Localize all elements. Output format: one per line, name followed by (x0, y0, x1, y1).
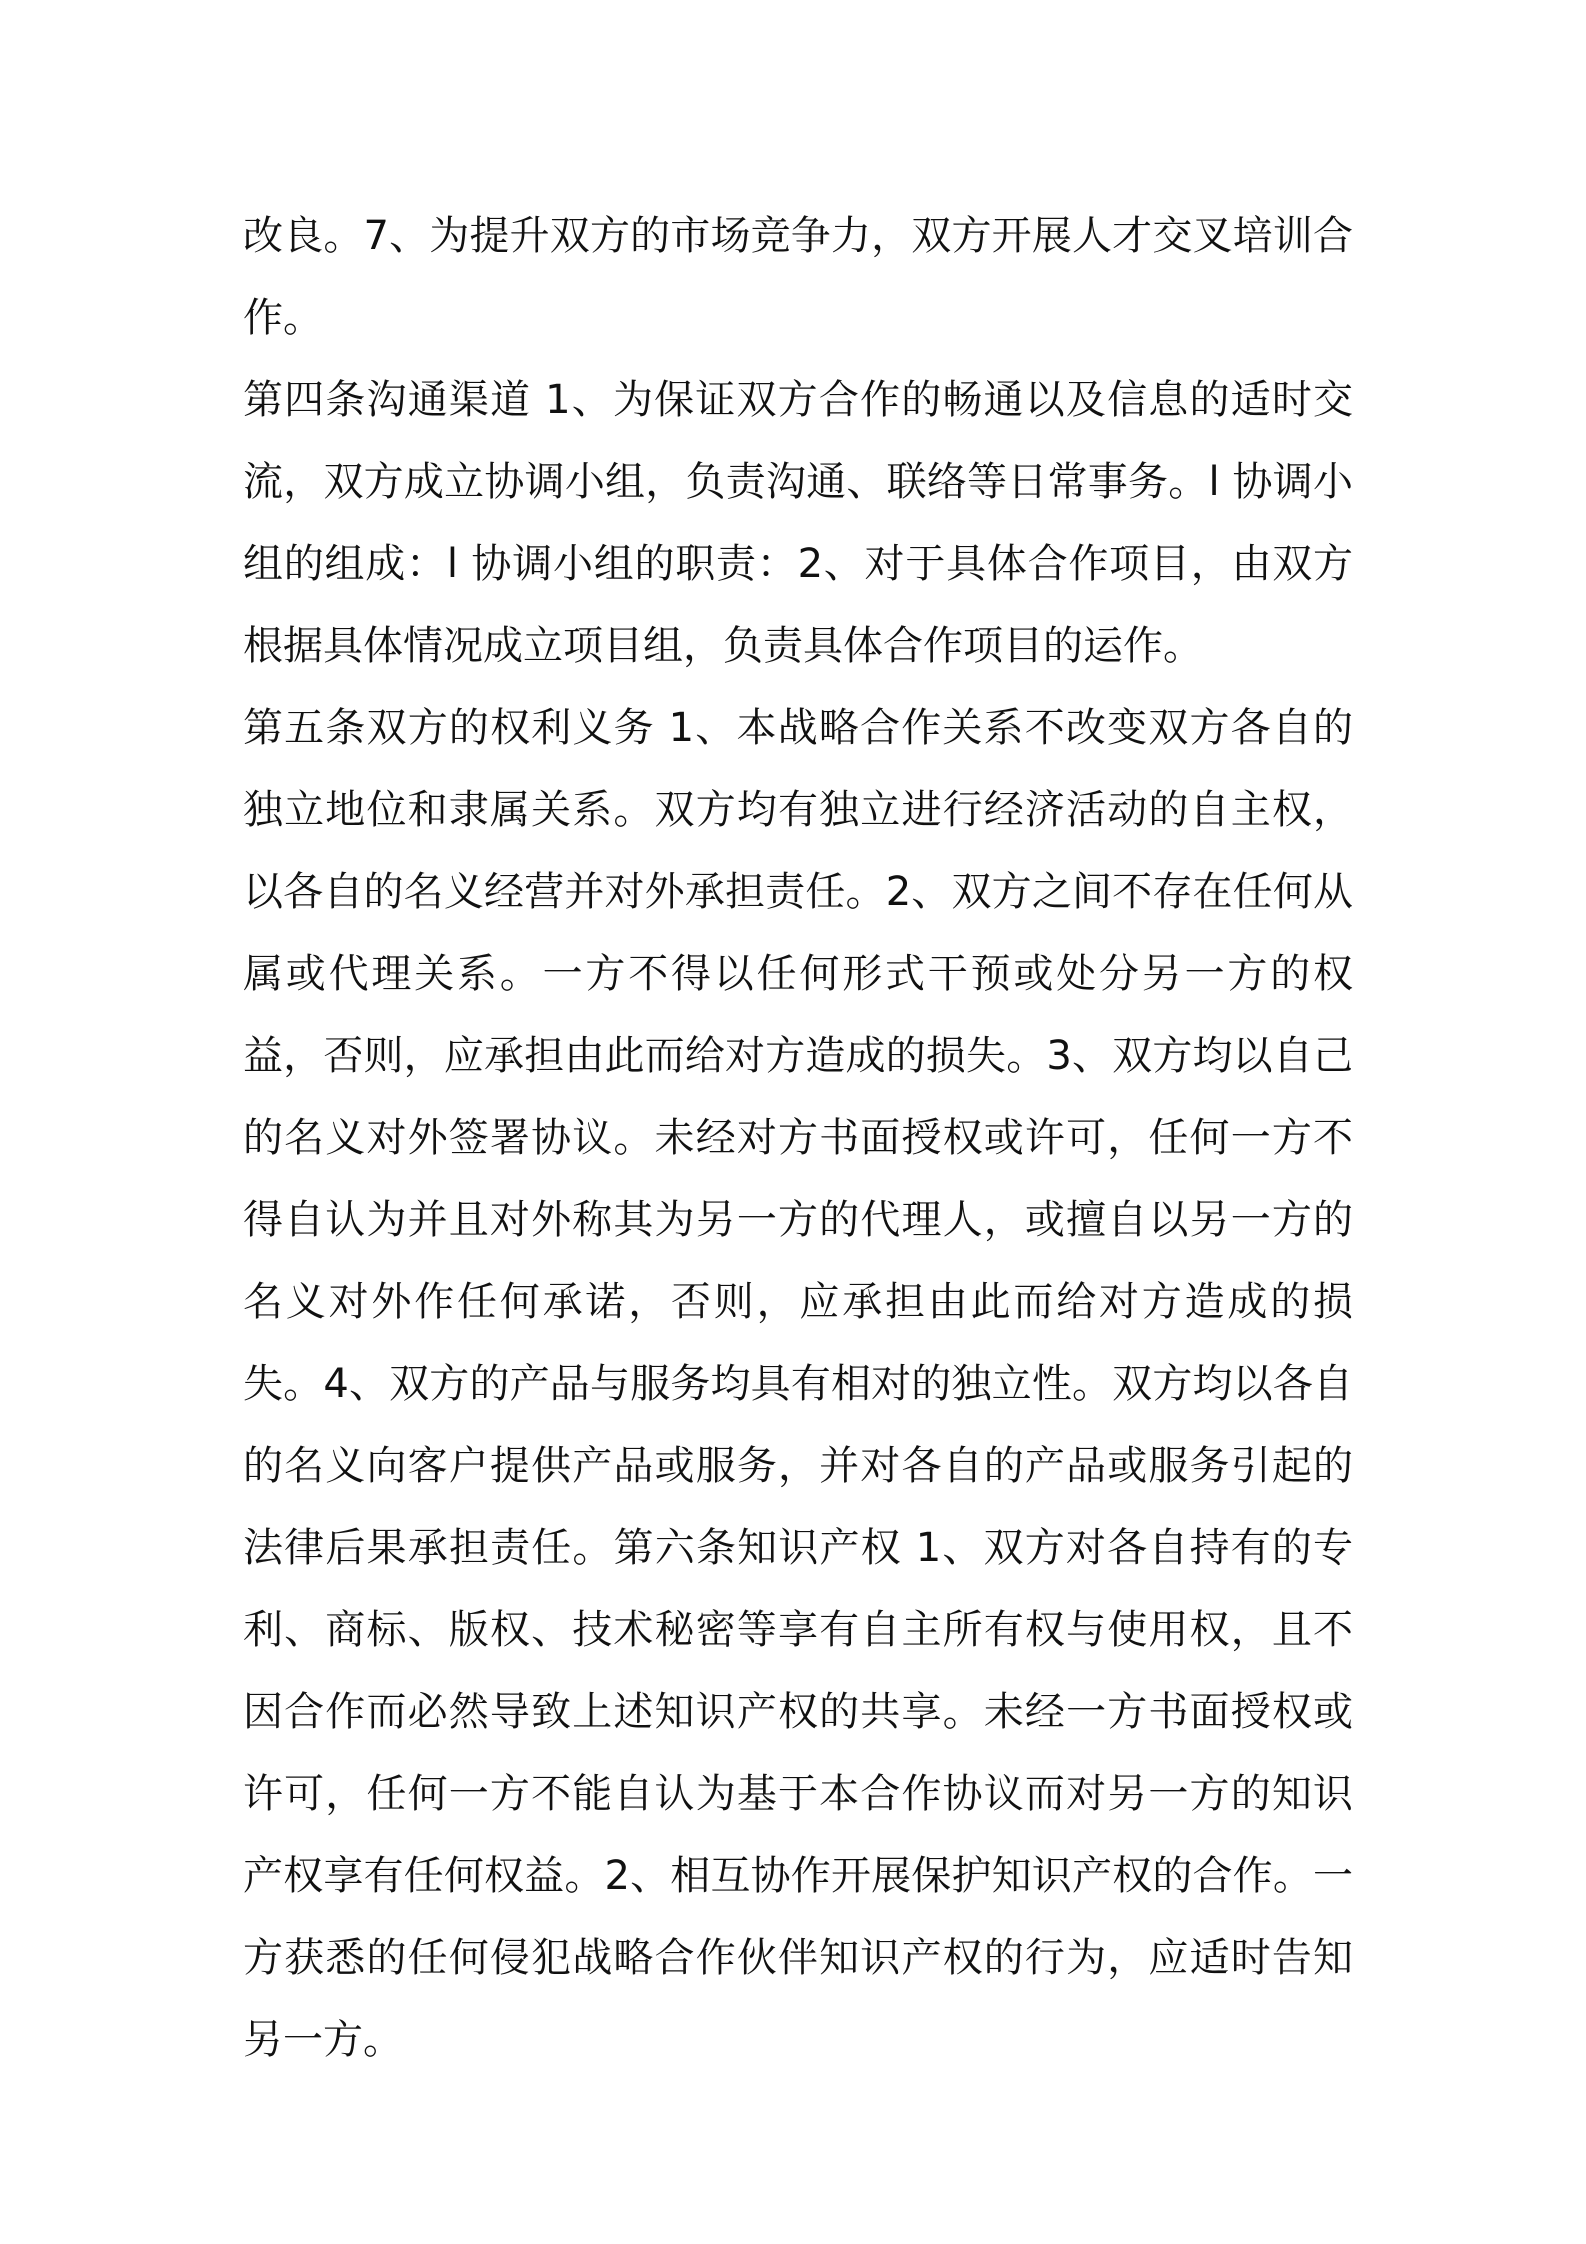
paragraph-article-4-communication: 第四条沟通渠道 1、为保证双方合作的畅通以及信息的适时交流，双方成立协调小组，负责沟通、联络等日常事务。l 协调小组的组成：l 协调小组的职责：2、对于具体合作项目，由双方根据具体情况成立项目组，负责具体合作项目的运作。 (243, 377, 1353, 669)
document-body (243, 195, 1353, 2081)
paragraph-article-5-rights-obligations: 第五条双方的权利义务 1、本战略合作关系不改变双方各自的独立地位和隶属关系。双方均有独立进行经济活动的自主权，以各自的名义经营并对外承担责任。2、双方之间不存在任何从属或代理关系。一方不得以任何形式干预或处分另一方的权益，否则，应承担由此而给对方造成的损失。3、双方均以自己的名义对外签署协议。未经对方书面授权或许可，任何一方不得自认为并且对外称其为另一方的代理人，或擅自以另一方的名义对外作任何承诺，否则，应承担由此而给对方造成的损失。4、双方的产品与服务均具有相对的独立性。双方均以各自的名义向客户提供产品或服务，并对各自的产品或服务引起的法律后果承担责任。第六条知识产权 1、双方对各自持有的专利、商标、版权、技术秘密等享有自主所有权与使用权，且不因合作而必然导致上述知识产权的共享。未经一方书面授权或许可，任何一方不能自认为基于本合作协议而对另一方的知识产权享有任何权益。2、相互协作开展保护知识产权的合作。一方获悉的任何侵犯战略合作伙伴知识产权的行为，应适时告知另一方。 (243, 705, 1353, 2063)
paragraph-talent-cooperation: 改良。7、为提升双方的市场竞争力，双方开展人才交叉培训合作。 (243, 213, 1353, 341)
